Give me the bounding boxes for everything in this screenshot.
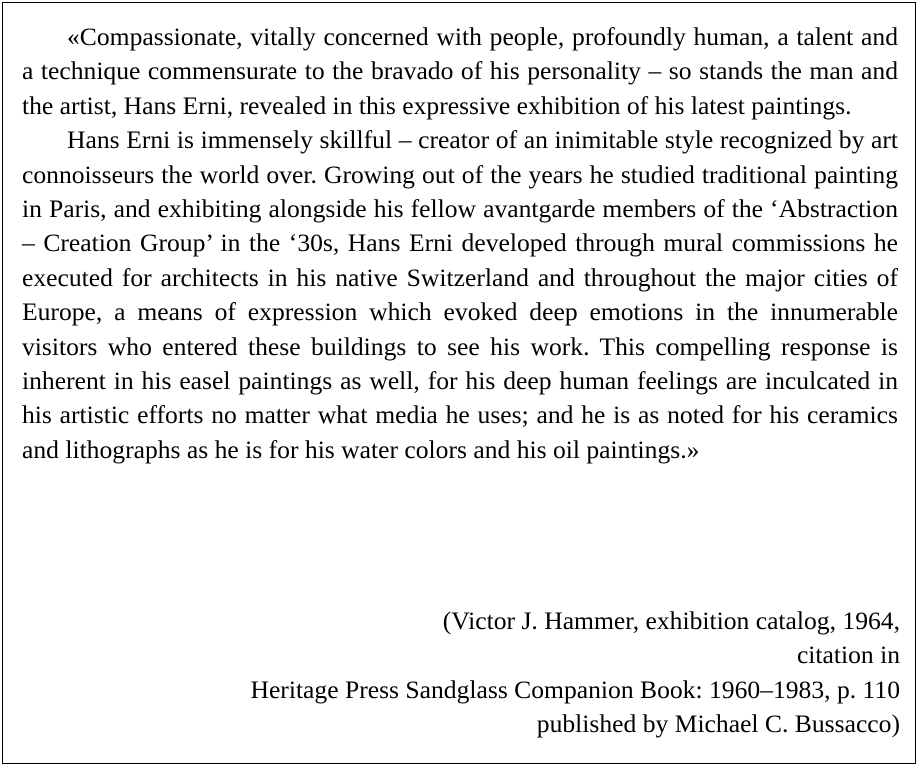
- citation-line-3: Heritage Press Sandglass Companion Book: 1960–1983, p. 110: [250, 674, 900, 704]
- quote-paragraph-1: «Compassionate, vitally concerned with people, profoundly human, a talent and a technique commensurate to the bravado of his personality – so stands the man and the artist, Hans Erni, revealed in this expressive exhibition of his latest paintings.: [22, 22, 898, 120]
- citation-line-2: citation in: [796, 640, 900, 670]
- citation-line-4: published by Michael C. Bussacco): [536, 709, 900, 739]
- quote-paragraph-2: Hans Erni is immensely skillful – creator of an inimitable style recognized by art connoisseurs the world over. Growing out of the years he studied traditional painting in Paris, and exhibiting alongside his fellow avantgarde members of the ‘Abstraction – Creation Group’ in the ‘30s, Hans Erni developed through mural commissions he executed for architects in his native Switzerland and throughout the major cities of Europe, a means of expression which evoked deep emotions in the innumerable visitors who entered these buildings to see his work. This compelling response is inherent in his easel paintings as well, for his deep human feelings are inculcated in his artistic efforts no matter what media he uses; and he is as noted for his ceramics and lithographs as he is for his water colors and his oil paintings.»: [22, 125, 898, 464]
- citation-line-1: (Victor J. Hammer, exhibition catalog, 1964,: [442, 606, 900, 635]
- quote-block: [22, 20, 898, 467]
- citation-block: [250, 604, 900, 742]
